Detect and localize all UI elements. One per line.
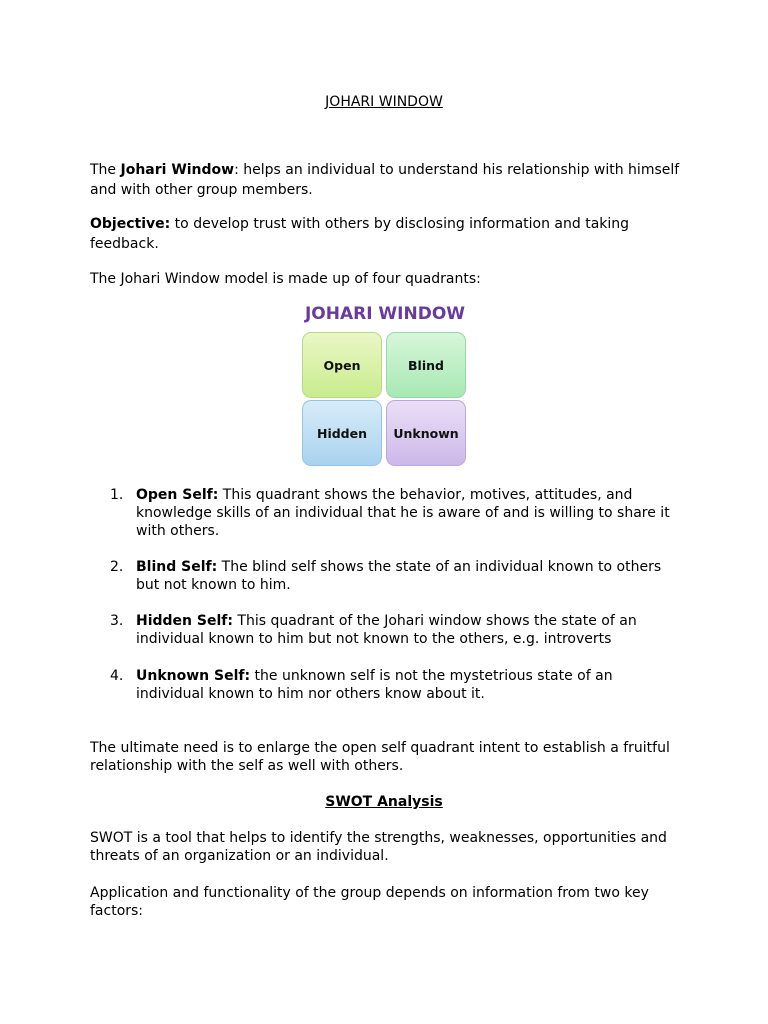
objective-label: Objective: <box>90 216 171 232</box>
johari-intro <box>90 160 680 200</box>
swot-intro: SWOT is a tool that helps to identify the strengths, weaknesses, opportunities and threats of an organization or an individual. <box>90 830 667 864</box>
list-number: 3. <box>110 613 124 629</box>
list-body <box>136 667 684 703</box>
list-text: This quadrant shows the behavior, motives, attitudes, and knowledge skills of an individual that he is aware of and is willing to share it with others. <box>136 487 670 539</box>
list-label: Blind Self: <box>136 559 218 575</box>
list-body <box>136 486 684 540</box>
list-body <box>136 558 684 594</box>
quadrant-hidden: Hidden <box>302 400 382 466</box>
swot-application: Application and functionality of the group depends on information from two key factors: <box>90 885 649 919</box>
objective-paragraph <box>90 214 680 254</box>
list-text: This quadrant of the Johari window shows the state of an individual known to him but not known to the others, e.g. introverts <box>136 613 637 647</box>
quadrant-unknown: Unknown <box>386 400 466 466</box>
johari-heading: JOHARI WINDOW <box>325 94 443 110</box>
list-text: The blind self shows the state of an individual known to others but not known to him. <box>136 559 662 593</box>
johari-window-figure <box>300 304 470 468</box>
swot-heading: SWOT Analysis <box>325 794 443 810</box>
quadrant-blind: Blind <box>386 332 466 398</box>
objective-text: to develop trust with others by disclosing information and taking feedback. <box>90 216 630 252</box>
list-label: Hidden Self: <box>136 613 233 629</box>
model-paragraph: The Johari Window model is made up of four quadrants: <box>90 271 481 287</box>
intro-bold-term: Johari Window <box>120 162 235 178</box>
list-number: 4. <box>110 668 124 684</box>
list-body <box>136 612 684 648</box>
list-label: Open Self: <box>136 487 219 503</box>
list-number: 2. <box>110 559 124 575</box>
intro-pre: The <box>90 162 121 178</box>
quadrant-open: Open <box>302 332 382 398</box>
intro-post: : helps an individual to understand his relationship with himself and with other group members. <box>90 162 680 198</box>
figure-title: JOHARI WINDOW <box>304 304 466 324</box>
conclusion-paragraph: The ultimate need is to enlarge the open self quadrant intent to establish a fruitful relationship with the self as well with others. <box>90 740 670 774</box>
list-number: 1. <box>110 487 124 503</box>
list-label: Unknown Self: <box>136 668 251 684</box>
list-text: the unknown self is not the mystetrious state of an individual known to him nor others know about it. <box>136 668 613 702</box>
